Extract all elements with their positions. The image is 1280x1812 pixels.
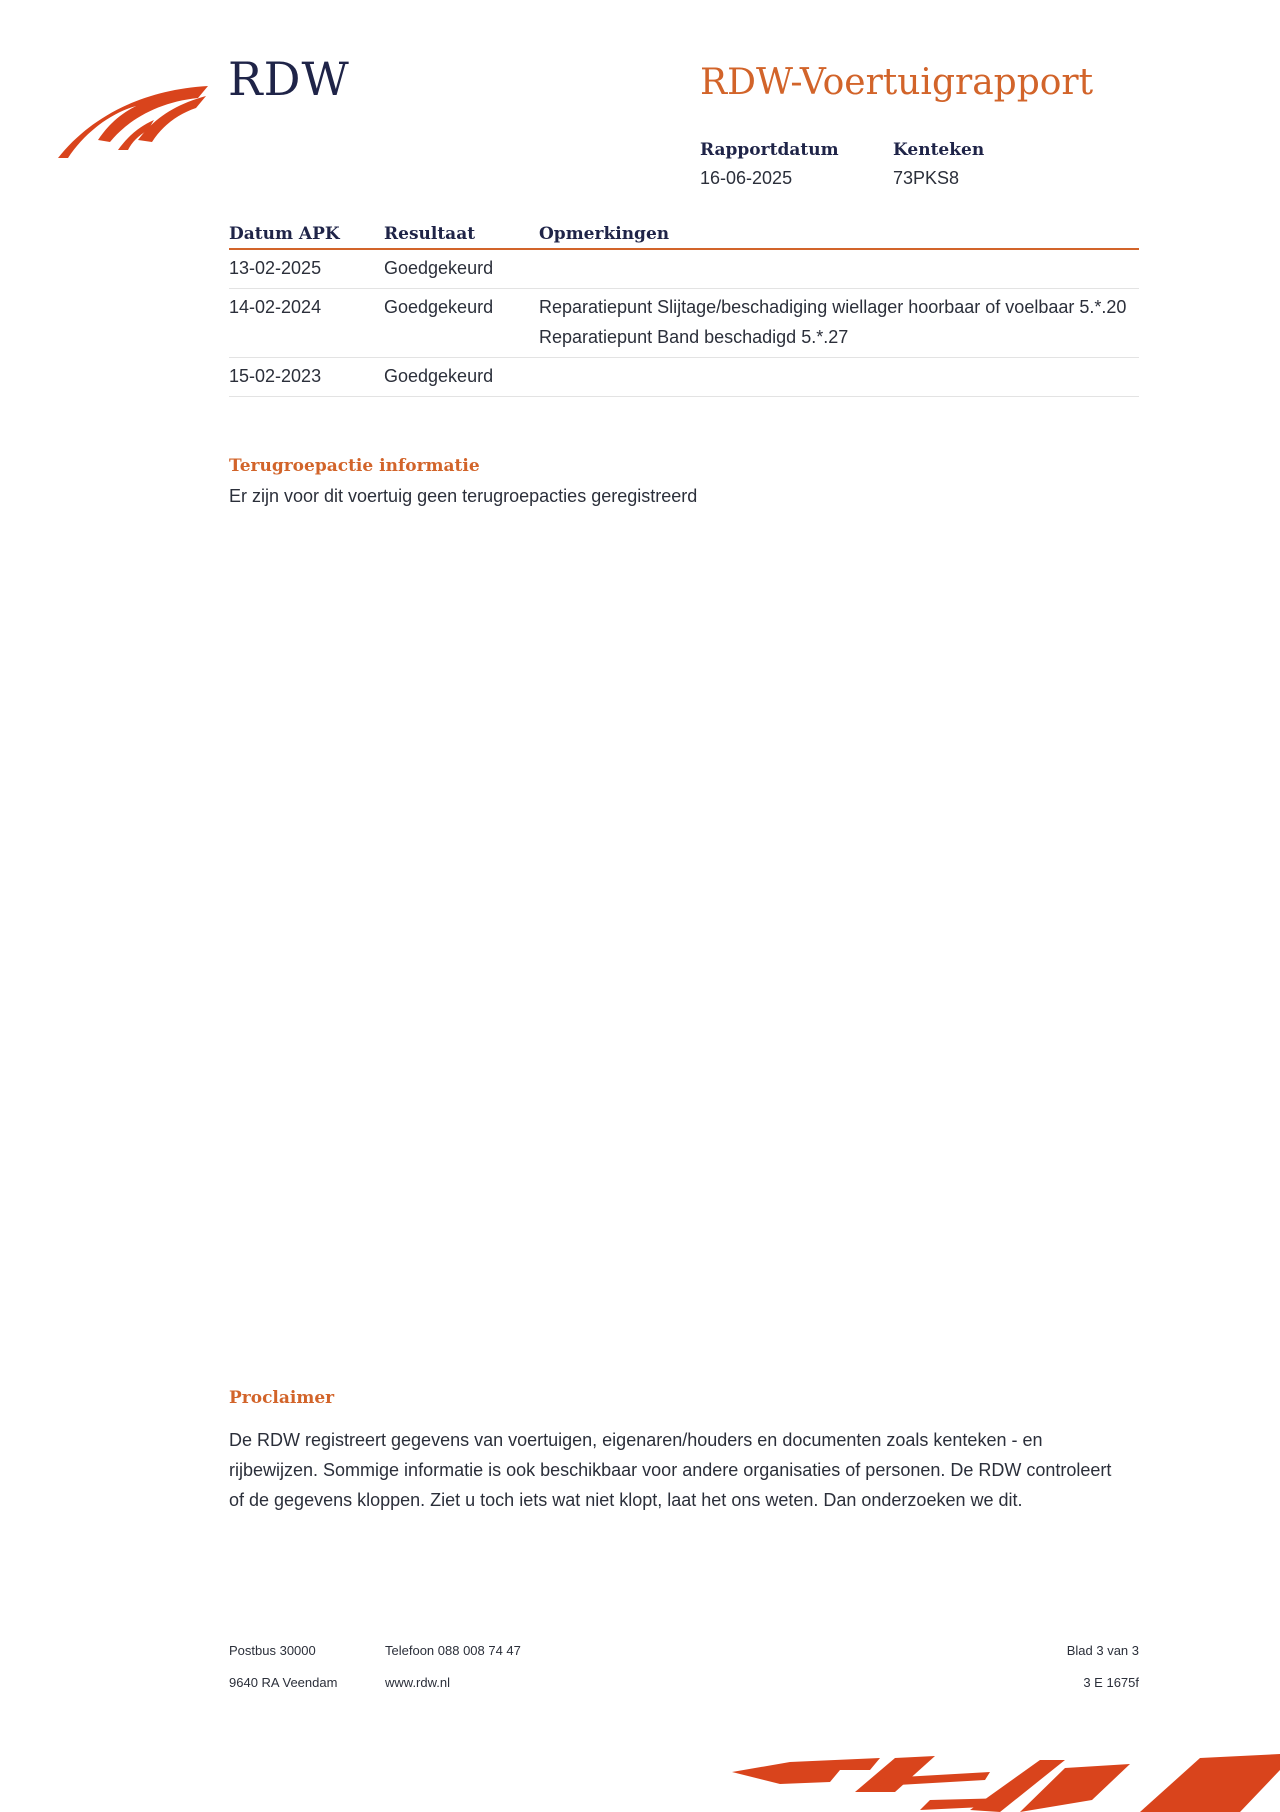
apk-date-cell: 13-02-2025: [229, 249, 384, 289]
apk-remarks-cell: [539, 249, 1139, 289]
table-row: [229, 289, 1139, 358]
recall-text: Er zijn voor dit voertuig geen terugroepacties geregistreerd: [229, 486, 698, 506]
apk-date-cell: 14-02-2024: [229, 289, 384, 358]
plate-block: [893, 140, 984, 189]
report-title: RDW-Voertuigrapport: [700, 62, 1094, 103]
apk-remark: Reparatiepunt Band beschadigd 5.*.27: [539, 327, 849, 347]
table-header-row: [229, 224, 1139, 249]
rdw-logo-icon: [58, 80, 208, 162]
proclaimer-text: De RDW registreert gegevens van voertuigen, eigenaren/houders en documenten zoals kenteken - en rijbewijzen. Sommige informatie is ook beschikbaar voor andere organisaties of personen. De RDW controleert of de gegevens kloppen. Ziet u toch iets wat niet klopt, laat het ons weten. Dan onderzoeken we dit.: [229, 1430, 1112, 1510]
decorative-stripes-icon: [720, 1740, 1280, 1812]
apk-remark: Reparatiepunt Slijtage/beschadiging wiellager hoorbaar of voelbaar 5.*.20: [539, 297, 1127, 317]
proclaimer-heading: Proclaimer: [229, 1388, 335, 1408]
footer-website-link[interactable]: www.rdw.nl: [385, 1675, 451, 1690]
logo-wordmark: RDW: [228, 52, 350, 106]
recall-heading: Terugroepactie informatie: [229, 456, 480, 476]
report-date-value: 16-06-2025: [700, 168, 793, 188]
column-header-date: Datum APK: [229, 224, 384, 249]
plate-label: Kenteken: [893, 140, 985, 160]
report-date-label: Rapportdatum: [700, 140, 839, 160]
footer-page-number: Blad 3 van 3: [1066, 1643, 1139, 1658]
apk-remarks-cell: [539, 358, 1139, 397]
footer-document-code: 3 E 1675f: [1083, 1675, 1139, 1690]
footer-postbus: Postbus 30000: [229, 1643, 316, 1658]
apk-result-cell: Goedgekeurd: [384, 249, 539, 289]
table-row: [229, 358, 1139, 397]
report-date-block: [700, 140, 839, 189]
apk-date-cell: 15-02-2023: [229, 358, 384, 397]
apk-result-cell: Goedgekeurd: [384, 358, 539, 397]
column-header-remarks: Opmerkingen: [539, 224, 1139, 249]
apk-history-table: [229, 224, 1139, 397]
apk-remarks-cell: [539, 289, 1139, 358]
footer-phone: Telefoon 088 008 74 47: [385, 1643, 521, 1658]
plate-value: 73PKS8: [893, 168, 960, 188]
column-header-result: Resultaat: [384, 224, 539, 249]
footer-city: 9640 RA Veendam: [229, 1675, 338, 1690]
apk-result-cell: Goedgekeurd: [384, 289, 539, 358]
table-row: [229, 249, 1139, 289]
